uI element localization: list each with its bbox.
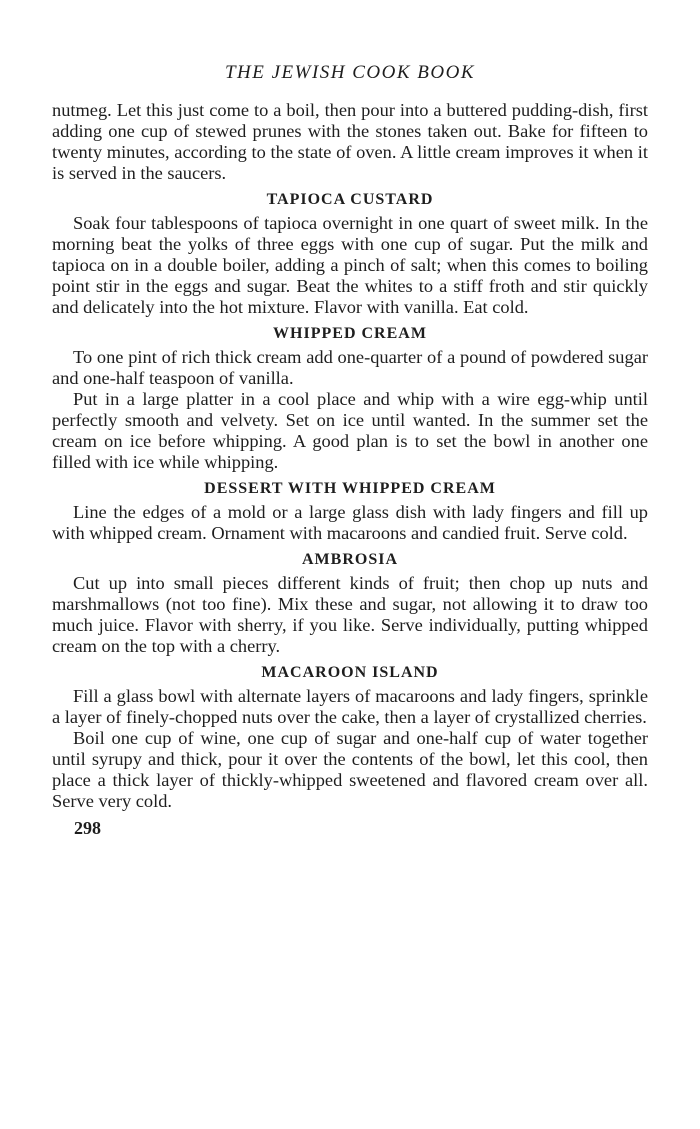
recipe-dessert-with-whipped-cream	[52, 479, 648, 544]
page-number: 298	[74, 818, 101, 838]
running-head: THE JEWISH COOK BOOK	[224, 62, 476, 83]
recipe-title: TAPIOCA CUSTARD	[266, 191, 434, 208]
recipe-paragraph: Soak four tablespoons of tapioca overnight in one quart of sweet milk. In the morning beat the yolks of three eggs with one cup of sugar. Put the milk and tapioca on in a double boiler, adding a pinch of salt; when this comes to boiling point stir in the eggs and sugar. Beat the whites to a stiff froth and stir quickly and delicately into the hot mixture. Flavor with vanilla. Eat cold.	[52, 213, 648, 317]
recipe-tapioca-custard	[52, 190, 648, 318]
recipe-paragraph: Boil one cup of wine, one cup of sugar and one-half cup of water together until syrupy and thick, pour it over the contents of the bowl, let this cool, then place a thick layer of thickly-whipped sweetened and flavored cream over all. Serve very cold.	[52, 728, 648, 811]
recipe-title: MACAROON ISLAND	[261, 664, 439, 681]
recipe-ambrosia	[52, 550, 648, 657]
recipe-paragraph: Line the edges of a mold or a large glass dish with lady fingers and fill up with whipped cream. Ornament with macaroons and candied fruit. Serve cold.	[52, 502, 648, 543]
recipe-title: WHIPPED CREAM	[273, 325, 427, 342]
recipe-title: AMBROSIA	[301, 551, 398, 568]
recipe-paragraph: To one pint of rich thick cream add one-quarter of a pound of powdered sugar and one-half teaspoon of vanilla.	[52, 347, 648, 388]
intro-paragraph: nutmeg. Let this just come to a boil, then pour into a buttered pudding-dish, first adding one cup of stewed prunes with the stones taken out. Bake for fifteen to twenty minutes, according to the state of oven. A little cream improves it when it is served in the saucers.	[52, 100, 648, 183]
recipe-macaroon-island	[52, 663, 648, 812]
recipe-paragraph: Put in a large platter in a cool place and whip with a wire egg-whip until perfectly smooth and velvety. Set on ice until wanted. In the summer set the cream on ice before whipping. A good plan is to set the bowl in another one filled with ice while whipping.	[52, 389, 648, 472]
recipe-whipped-cream	[52, 324, 648, 473]
recipe-paragraph: Fill a glass bowl with alternate layers of macaroons and lady fingers, sprinkle a layer of finely-chopped nuts over the cake, then a layer of crystallized cherries.	[52, 686, 648, 727]
recipe-title: DESSERT WITH WHIPPED CREAM	[204, 480, 496, 497]
book-page	[52, 62, 648, 840]
recipe-paragraph: Cut up into small pieces different kinds of fruit; then chop up nuts and marshmallows (not too fine). Mix these and sugar, not allowing it to draw too much juice. Flavor with sherry, if you like. Serve individually, putting whipped cream on the top with a cherry.	[52, 573, 648, 656]
